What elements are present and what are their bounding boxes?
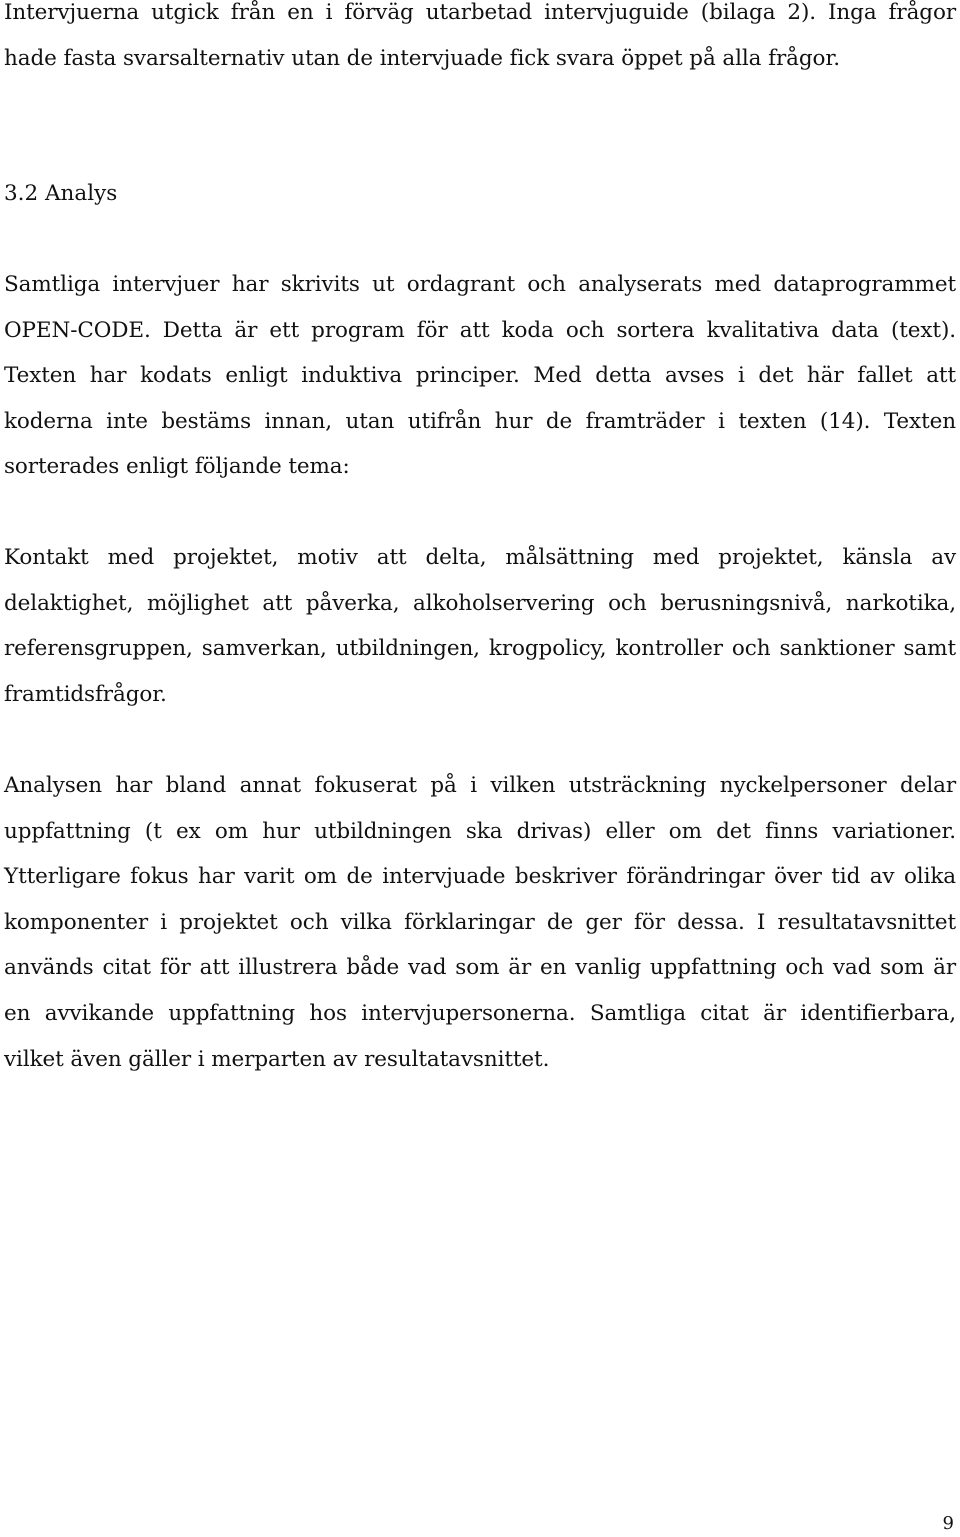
paragraph-themes: Kontakt med projektet, motiv att delta, målsättning med projektet, känsla av delaktighet, möjlighet att påverka, alkoholservering och berusningsnivå, narkotika, referensgruppen, samverkan, utbildningen, krogpolicy, kontroller och sanktioner samt framtidsfrågor.	[4, 545, 956, 707]
paragraph-intro: Intervjuerna utgick från en i förväg utarbetad intervjuguide (bilaga 2). Inga frågor hade fasta svarsalternativ utan de intervjuade fick svara öppet på alla frågor.	[4, 0, 956, 71]
page-number: 9	[942, 1513, 954, 1534]
section-heading: 3.2 Analys	[4, 181, 118, 206]
paragraph-analysis-focus: Analysen har bland annat fokuserat på i vilken utsträckning nyckelpersoner delar uppfattning (t ex om hur utbildningen ska drivas) eller om det finns variationer. Ytterligare fokus har varit om de intervjuade beskriver förändringar över tid av olika komponenter i projektet och vilka förklaringar de ger för dessa. I resultatavsnittet används citat för att illustrera både vad som är en vanlig uppfattning och vad som är en avvikande uppfattning hos intervjupersonerna. Samtliga citat är identifierbara, vilket även gäller i merparten av resultatavsnittet.	[4, 773, 956, 1072]
paragraph-analysis-method: Samtliga intervjuer har skrivits ut ordagrant och analyserats med dataprogrammet OPEN-CODE. Detta är ett program för att koda och sortera kvalitativa data (text). Texten har kodats enligt induktiva principer. Med detta avses i det här fallet att koderna inte bestäms innan, utan utifrån hur de framträder i texten (14). Texten sorterades enligt följande tema:	[4, 272, 956, 480]
